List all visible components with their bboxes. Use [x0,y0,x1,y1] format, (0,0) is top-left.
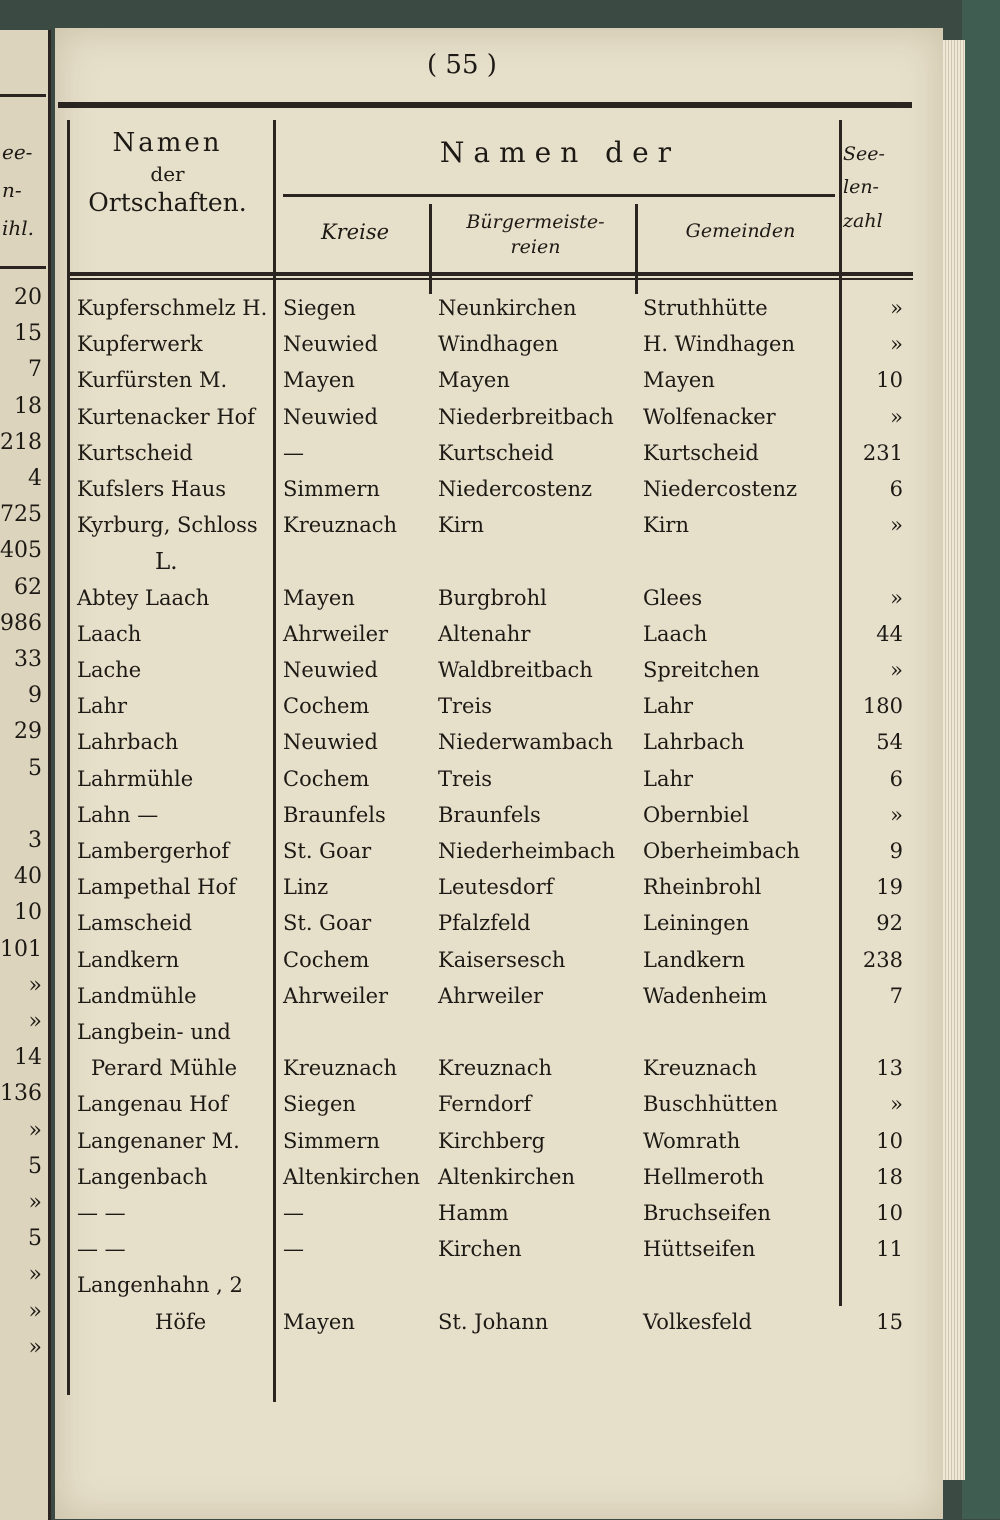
cell-name: Kupferschmelz H. [77,296,268,320]
cell-gem: Rheinbrohl [643,875,762,900]
cell-name: Höfe [155,1309,207,1334]
cell-gem: Bruchseifen [643,1201,771,1225]
header-buergermeistereien [433,210,638,259]
cell-gem: Lahr [643,766,694,791]
header-ortschaften [65,128,270,217]
cell-name: Kyrburg, Schloss [77,513,258,538]
left-number: » [28,972,42,998]
cell-kreis: — [283,1201,304,1225]
cell-gem: Niedercostenz [643,477,798,501]
left-number: » [28,1262,42,1288]
table-row [55,477,943,513]
cell-name: — — [77,1201,126,1225]
cell-buerg: Kreuznach [438,1056,553,1081]
cell-seelen: » [890,802,903,827]
cell-kreis: Neuwied [283,730,378,755]
cell-name: Langenbach [77,1164,208,1189]
cell-seelen: » [890,658,903,682]
table-row [55,296,943,332]
cell-gem: Kurtscheid [643,440,759,465]
cell-seelen: 180 [862,694,903,719]
cell-kreis: Cochem [283,766,370,791]
cell-kreis: St. Goar [283,839,372,863]
cell-kreis: Neuwied [283,404,378,429]
cell-buerg: Pfalzfeld [438,911,531,936]
cell-seelen: 231 [862,440,903,465]
table-row [55,1020,943,1056]
cell-kreis: Altenkirchen [283,1164,420,1189]
top-rule [58,102,912,108]
cell-name: Kurtscheid [77,440,193,465]
cell-seelen: 10 [876,368,903,393]
cell-gem: Lahr [643,694,694,719]
cell-kreis: Kreuznach [283,513,398,538]
cell-name: Langenau Hof [77,1092,228,1117]
left-number: 15 [14,321,42,347]
cell-kreis: Mayen [283,368,355,393]
cell-gem: Spreitchen [643,658,760,682]
cell-gem: Leiningen [643,911,750,936]
cell-buerg: Niederwambach [438,730,614,755]
table-row [55,984,943,1020]
cell-gem: Glees [643,585,703,610]
cell-name: Kurfürsten M. [77,368,228,393]
cell-gem: Struthhütte [643,296,768,320]
cell-buerg: Niedercostenz [438,477,593,501]
cell-gem: Womrath [643,1128,741,1153]
cell-kreis: Siegen [283,1092,356,1117]
cell-buerg: Ferndorf [438,1092,532,1117]
cell-buerg: Kirchberg [438,1128,546,1153]
left-number: » [28,1334,42,1360]
left-header-fragment: n- [2,178,22,202]
cell-seelen: 54 [876,730,903,755]
table-row [55,839,943,875]
header-group-namen-der: Namen der [439,136,681,169]
left-header-fragment: ee- [2,140,33,164]
left-number: 986 [0,610,42,636]
table-row [55,694,943,730]
left-header-rule [0,266,46,269]
cell-seelen: » [890,404,903,429]
table-row [55,1092,943,1128]
left-number: » [28,1117,42,1143]
left-number: 136 [0,1081,42,1107]
cell-buerg: Neunkirchen [438,296,577,320]
cell-gem: Hellmeroth [643,1164,765,1189]
cell-gem: Kirn [643,513,689,538]
book-page [55,28,943,1519]
table-row [55,332,943,368]
cell-name: Lahrmühle [77,766,194,791]
cell-name: Kurtenacker Hof [77,404,256,429]
left-header-fragment: ihl. [2,216,35,240]
left-number: 5 [28,755,42,781]
cell-seelen: 11 [876,1237,903,1262]
left-number: 725 [0,502,42,528]
left-page-fragment [0,30,51,1520]
page-number: ( 55 ) [427,50,497,80]
left-number: 20 [14,285,42,310]
table-row [55,948,943,984]
cell-name: Lache [77,658,142,682]
cell-buerg: Kirchen [438,1237,522,1262]
table-row [55,1273,943,1309]
cell-gem: Laach [643,621,708,646]
cell-name: Lahr [77,694,128,719]
cell-gem: Obernbiel [643,802,749,827]
rule-after-kreise [429,204,432,294]
cell-seelen: 10 [876,1201,903,1225]
header-seel-line2: len- [843,176,879,199]
cell-gem: Hüttseifen [643,1237,756,1262]
left-number: » [28,1190,42,1215]
cell-name: Langenaner M. [77,1128,240,1153]
table-row [55,1310,943,1346]
table-row [55,1129,943,1165]
cell-seelen: 238 [862,947,903,972]
left-number: 62 [14,574,42,600]
table-row [55,549,943,585]
left-number: 4 [28,466,42,491]
header-seel-line3: zahl [843,209,883,232]
cell-buerg: Treis [438,766,492,791]
cell-seelen: » [890,296,903,320]
left-number: 405 [0,538,42,564]
left-number: » [28,1298,42,1324]
cell-buerg: Kurtscheid [438,440,554,465]
cell-seelen: » [890,513,903,538]
cell-buerg: Altenahr [438,621,531,646]
cell-kreis: Cochem [283,947,370,972]
cell-seelen: 13 [876,1056,903,1081]
cell-gem: Lahrbach [643,730,745,755]
cell-gem: H. Windhagen [643,332,796,357]
cell-seelen: 6 [889,477,903,501]
header-ortschaften-line3: Ortschaften. [88,188,247,217]
table-row [55,911,943,947]
cell-buerg: Burgbrohl [438,585,547,610]
table-row [55,1201,943,1237]
cell-seelen: » [890,585,903,610]
cell-name: Langenhahn , 2 [77,1273,243,1298]
cell-buerg: St. Johann [438,1309,549,1334]
rule-after-buerg [635,204,638,294]
left-number: » [28,1009,42,1034]
cell-kreis: — [283,1237,304,1262]
cell-seelen: 10 [876,1128,903,1153]
cell-gem: Wolfenacker [643,404,776,429]
cell-name: Kupferwerk [77,332,203,357]
cell-buerg: Niederbreitbach [438,404,614,429]
cell-name: Lampethal Hof [77,875,236,900]
cell-seelen: » [890,332,903,357]
left-number: 40 [14,864,42,890]
cell-name: — — [77,1237,126,1262]
left-number: 33 [14,647,42,672]
cell-kreis: Braunfels [283,802,386,827]
cell-name: L. [155,549,178,576]
left-number: 10 [14,900,42,926]
cell-kreis: Ahrweiler [283,621,389,646]
header-buerg-line1: Bürgermeiste- [466,211,605,233]
left-number: 5 [28,1226,42,1252]
cell-name: Laach [77,621,142,646]
left-number: 14 [14,1045,42,1071]
header-kreise: Kreise [320,220,390,244]
rule-header-bottom [67,272,913,276]
cell-buerg: Hamm [438,1201,509,1225]
table-row [55,622,943,658]
cell-gem: Kreuznach [643,1056,758,1081]
cell-gem: Wadenheim [643,983,768,1008]
cell-kreis: Simmern [283,477,380,501]
cell-name: Lamscheid [77,911,193,936]
cell-gem: Landkern [643,947,746,972]
header-buerg-line2: reien [510,235,561,258]
header-seel-line1: See- [843,143,885,165]
cell-buerg: Niederheimbach [438,839,616,863]
cell-kreis: St. Goar [283,911,372,936]
table-row [55,730,943,766]
cell-buerg: Treis [438,694,492,719]
cell-name: Perard Mühle [91,1056,238,1081]
cell-seelen: 9 [889,839,903,863]
cell-name: Landmühle [77,983,197,1008]
cell-kreis: Linz [283,875,329,900]
cell-kreis: Siegen [283,296,356,320]
cell-seelen: 6 [889,766,903,791]
left-number: 7 [28,357,42,383]
table-row [55,1237,943,1273]
book-cover-edge [962,0,1000,1519]
cell-buerg: Kirn [438,513,484,538]
cell-kreis: Kreuznach [283,1056,398,1081]
cell-name: Lambergerhof [77,839,230,863]
cell-seelen: 44 [876,621,903,646]
header-ortschaften-line2: der [150,162,185,186]
table-row [55,658,943,694]
table-row [55,513,943,549]
cell-gem: Buschhütten [643,1092,778,1117]
header-seelenzahl [843,138,903,238]
left-top-rule [0,94,46,97]
cell-kreis: Ahrweiler [283,983,389,1008]
cell-kreis: Simmern [283,1128,380,1153]
cell-seelen: » [890,1092,903,1117]
cell-kreis: Cochem [283,694,370,719]
cell-buerg: Windhagen [438,332,559,357]
cell-buerg: Leutesdorf [438,875,554,900]
rule-header-bottom-2 [67,278,913,280]
left-number: 3 [28,828,42,853]
cell-gem: Oberheimbach [643,839,800,863]
left-number: 29 [14,719,42,745]
cell-seelen: 92 [876,911,903,936]
cell-buerg: Waldbreitbach [438,658,593,682]
rule-group-underline [283,194,835,197]
left-number: 5 [28,1153,42,1179]
cell-buerg: Kaisersesch [438,947,566,972]
table-row [55,368,943,404]
table-row [55,586,943,622]
table-row [55,875,943,911]
cell-seelen: 15 [876,1309,903,1334]
cell-buerg: Mayen [438,368,510,393]
cell-name: Abtey Laach [77,585,210,610]
cell-name: Lahn — [77,802,159,827]
cell-kreis: Neuwied [283,658,378,682]
table-row [55,405,943,441]
cell-kreis: Neuwied [283,332,378,357]
table-row [55,1165,943,1201]
cell-seelen: 18 [876,1164,903,1189]
cell-buerg: Ahrweiler [438,983,544,1008]
cell-buerg: Altenkirchen [438,1164,575,1189]
header-ortschaften-line1: Namen [112,128,223,158]
header-gemeinden: Gemeinden [685,220,796,242]
cell-seelen: 7 [889,983,903,1008]
table-row [55,767,943,803]
table-row [55,1056,943,1092]
left-number: 9 [28,683,42,709]
left-number: 218 [0,429,42,455]
cell-kreis: Mayen [283,1309,355,1334]
left-number: 101 [0,936,42,962]
table-row [55,803,943,839]
cell-buerg: Braunfels [438,802,541,827]
cell-gem: Volkesfeld [643,1309,752,1334]
cell-name: Landkern [77,947,180,972]
cell-kreis: — [283,440,304,465]
cell-seelen: 19 [876,875,903,900]
cell-name: Kufslers Haus [77,477,227,501]
cell-gem: Mayen [643,368,715,393]
left-number: 18 [14,393,42,419]
table-row [55,441,943,477]
page-edges [943,40,965,1480]
cell-name: Lahrbach [77,730,179,755]
cell-name: Langbein- und [77,1020,231,1044]
cell-kreis: Mayen [283,585,355,610]
